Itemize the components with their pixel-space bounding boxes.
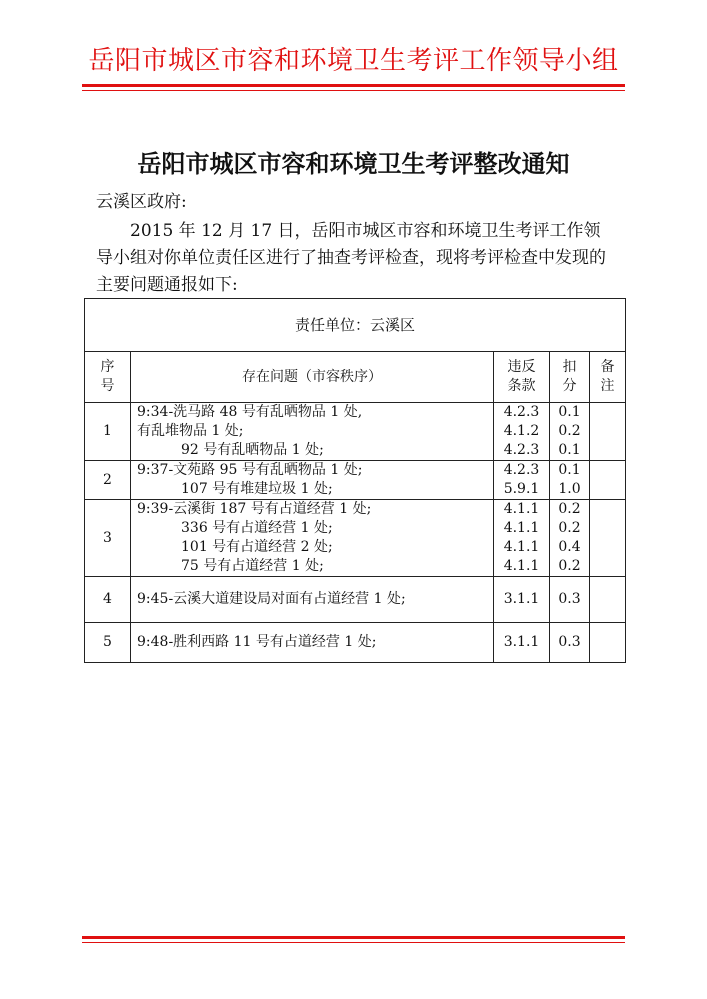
row-remark (590, 500, 626, 577)
row-remark (590, 623, 626, 663)
responsible-unit: 责任单位：云溪区 (85, 299, 626, 352)
header-deduct: 扣 分 (550, 352, 590, 403)
row-seq: 3 (85, 500, 131, 577)
row-issue: 9:34-洗马路 48 号有乱晒物品 1 处, 有乱堆物品 1 处; 92 号有乱晒物品 1 处; (131, 403, 494, 461)
row-code: 4.2.3 4.1.2 4.2.3 (494, 403, 550, 461)
row-seq: 2 (85, 461, 131, 500)
table-row (85, 500, 626, 577)
row-code: 3.1.1 (494, 623, 550, 663)
row-code: 4.2.3 5.9.1 (494, 461, 550, 500)
row-seq: 4 (85, 577, 131, 623)
header-remark: 备 注 (590, 352, 626, 403)
row-deduct: 0.3 (550, 623, 590, 663)
table-row (85, 461, 626, 500)
header-code: 违反 条款 (494, 352, 550, 403)
row-issue: 9:37-文苑路 95 号有乱晒物品 1 处; 107 号有堆建垃圾 1 处; (131, 461, 494, 500)
row-issue: 9:45-云溪大道建设局对面有占道经营 1 处; (131, 577, 494, 623)
row-deduct: 0.1 1.0 (550, 461, 590, 500)
row-code: 4.1.1 4.1.1 4.1.1 4.1.1 (494, 500, 550, 577)
row-remark (590, 461, 626, 500)
header-issue: 存在问题（市容秩序） (131, 352, 494, 403)
org-header: 岳阳市城区市容和环境卫生考评工作领导小组 (88, 46, 619, 76)
header-rule-thick (82, 84, 625, 87)
row-seq: 5 (85, 623, 131, 663)
row-deduct: 0.1 0.2 0.1 (550, 403, 590, 461)
addressee: 云溪区政府: (96, 192, 187, 212)
row-deduct: 0.3 (550, 577, 590, 623)
issues-table (84, 298, 626, 663)
row-seq: 1 (85, 403, 131, 461)
footer-rule-thick (82, 936, 625, 939)
table-row (85, 577, 626, 623)
table-row (85, 623, 626, 663)
header-seq: 序 号 (85, 352, 131, 403)
header-rule-thin (82, 90, 625, 91)
footer-rule-thin (82, 942, 625, 943)
table-row (85, 403, 626, 461)
row-issue: 9:48-胜利西路 11 号有占道经营 1 处; (131, 623, 494, 663)
table-header-row (85, 352, 626, 403)
row-issue: 9:39-云溪街 187 号有占道经营 1 处; 336 号有占道经营 1 处; 101 号有占道经营 2 处; 75 号有占道经营 1 处; (131, 500, 494, 577)
notice-body: 2015 年 12 月 17 日，岳阳市城区市容和环境卫生考评工作领导小组对你单位责任区进行了抽查考评检查，现将考评检查中发现的主要问题通报如下: (96, 221, 606, 295)
row-code: 3.1.1 (494, 577, 550, 623)
row-deduct: 0.2 0.2 0.4 0.2 (550, 500, 590, 577)
row-remark (590, 577, 626, 623)
row-remark (590, 403, 626, 461)
notice-title: 岳阳市城区市容和环境卫生考评整改通知 (137, 149, 570, 178)
